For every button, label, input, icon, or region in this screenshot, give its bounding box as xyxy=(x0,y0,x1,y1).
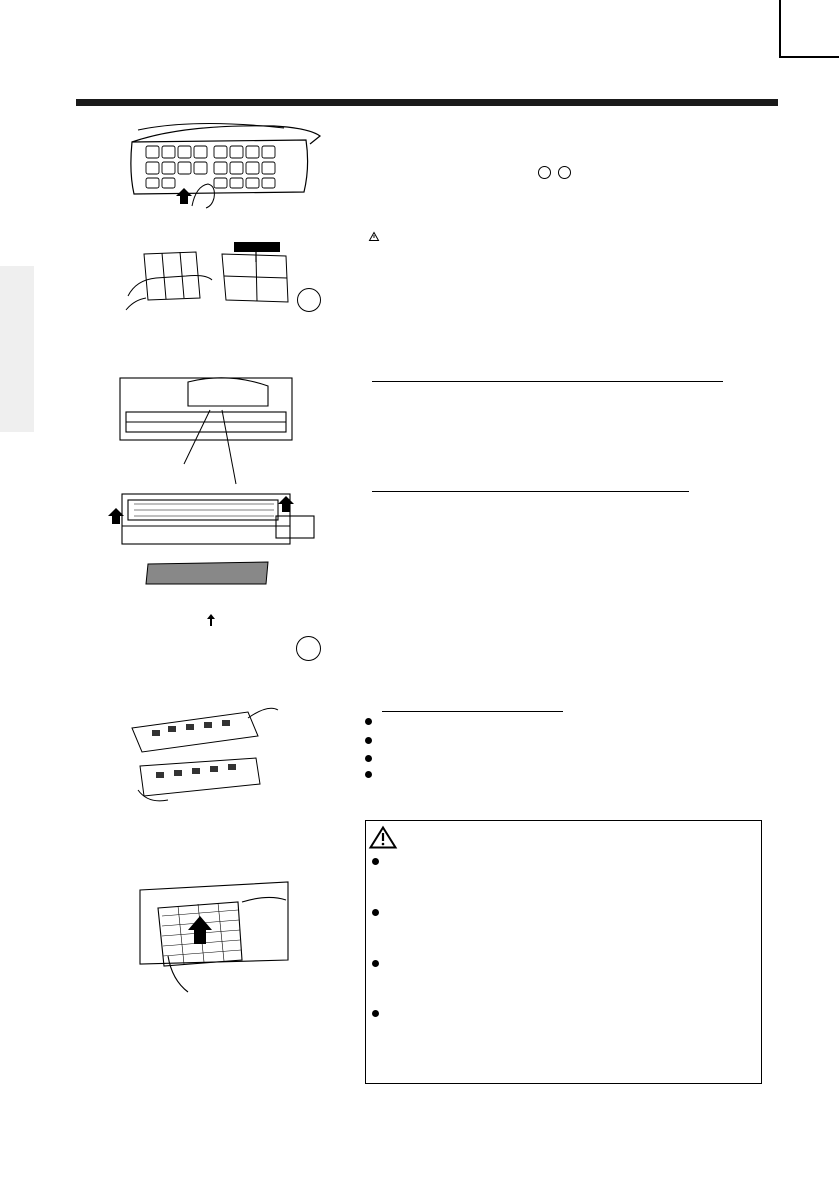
filter-sheet-mesh-icon xyxy=(144,560,270,586)
unit-lift-panel-icon xyxy=(124,122,324,212)
callout-circle-b xyxy=(558,166,571,179)
tip-bullet xyxy=(365,718,372,725)
unit-open-front-icon xyxy=(118,376,298,476)
header-rule xyxy=(76,99,778,106)
caution-bullet xyxy=(372,1010,379,1017)
section-underline-2 xyxy=(372,491,689,492)
tip-bullet xyxy=(365,737,372,744)
tip-bullet xyxy=(365,771,372,778)
crop-mark-top-right-vertical xyxy=(779,0,781,57)
section-underline-3 xyxy=(382,711,563,712)
step-marker-circle-2 xyxy=(296,636,321,661)
tip-bullet xyxy=(365,755,372,762)
side-tab xyxy=(0,266,34,432)
caution-bullet xyxy=(372,858,379,865)
warning-triangle-icon xyxy=(369,826,397,849)
callout-circle-a xyxy=(538,166,551,179)
section-underline-1 xyxy=(372,381,723,382)
filter-sheets-icon xyxy=(128,700,278,820)
filter-refit-icon xyxy=(126,240,326,320)
warning-small-icon xyxy=(369,232,379,241)
filter-insert-icon xyxy=(138,880,294,996)
filter-frame-icon xyxy=(104,490,324,560)
step-marker-circle xyxy=(297,288,321,312)
crop-mark-top-right-horizontal xyxy=(779,56,839,58)
small-arrow-icon xyxy=(207,614,215,626)
caution-box xyxy=(365,820,762,1084)
caution-bullet xyxy=(372,960,379,967)
caution-bullet xyxy=(372,909,379,916)
